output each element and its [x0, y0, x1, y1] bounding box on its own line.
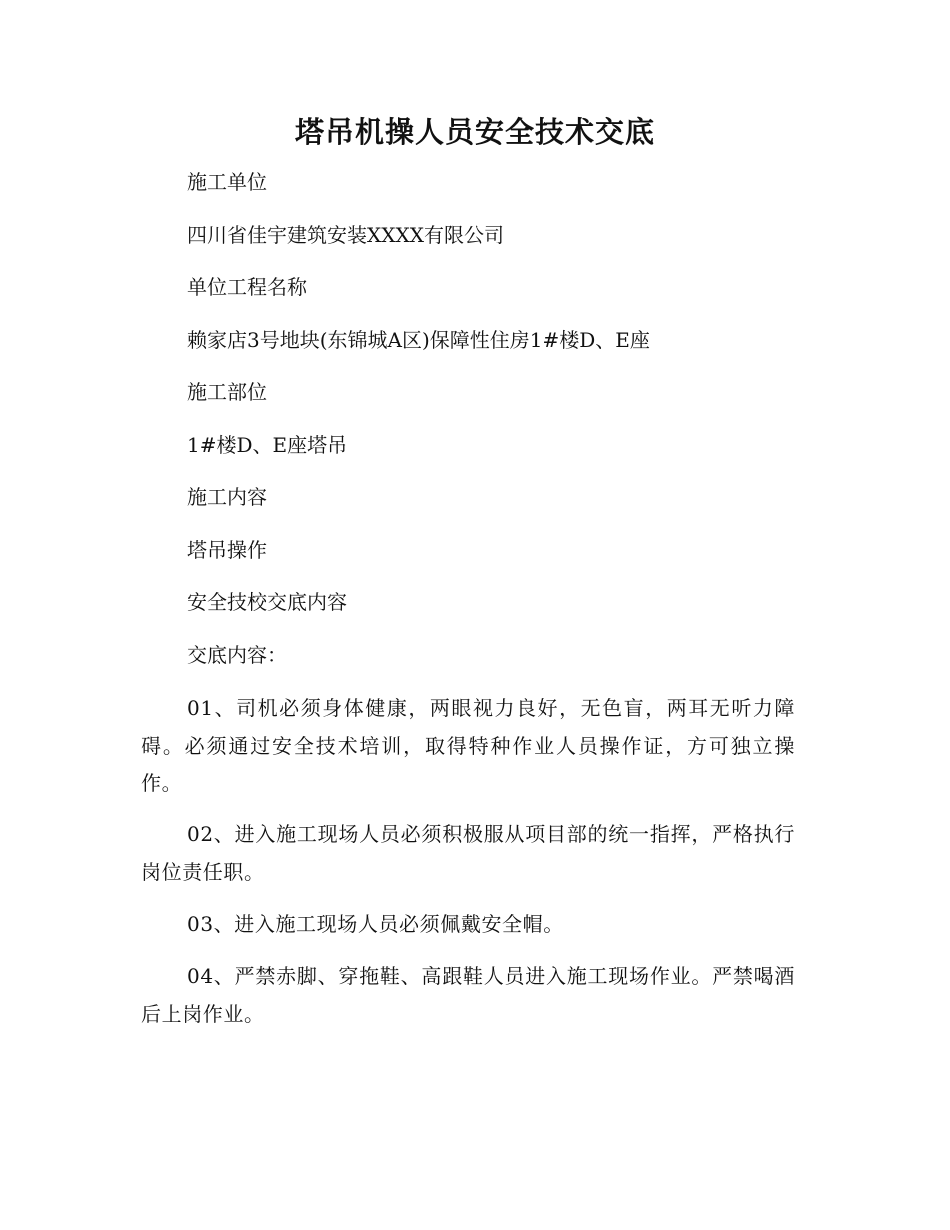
label-safety-content: 安全技校交底内容	[187, 590, 347, 614]
value-project-name: 赖家店3号地块(东锦城A区)保障性住房1#楼D、E座	[187, 328, 650, 352]
label-project-name: 单位工程名称	[187, 275, 307, 299]
document-title: 塔吊机操人员安全技术交底	[294, 115, 655, 149]
label-construction-content: 施工内容	[187, 485, 267, 509]
paragraph-item-01: 01、司机必须身体健康，两眼视力良好，无色盲，两耳无听力障碍。必须通过安全技术培训，取得特种作业人员操作证，方可独立操作。	[141, 696, 795, 795]
label-briefing-content: 交底内容：	[187, 643, 287, 667]
value-construction-content: 塔吊操作	[187, 538, 267, 562]
label-construction-unit: 施工单位	[187, 170, 267, 194]
paragraph-item-03: 03、进入施工现场人员必须佩戴安全帽。	[187, 912, 564, 936]
paragraph-item-02: 02、进入施工现场人员必须积极服从项目部的统一指挥，严格执行岗位责任职。	[141, 822, 795, 884]
paragraph-item-04: 04、严禁赤脚、穿拖鞋、高跟鞋人员进入施工现场作业。严禁喝酒后上岗作业。	[141, 964, 795, 1026]
label-construction-part: 施工部位	[187, 380, 267, 404]
value-construction-unit: 四川省佳宇建筑安装XXXX有限公司	[187, 223, 504, 247]
value-construction-part: 1#楼D、E座塔吊	[187, 433, 348, 457]
